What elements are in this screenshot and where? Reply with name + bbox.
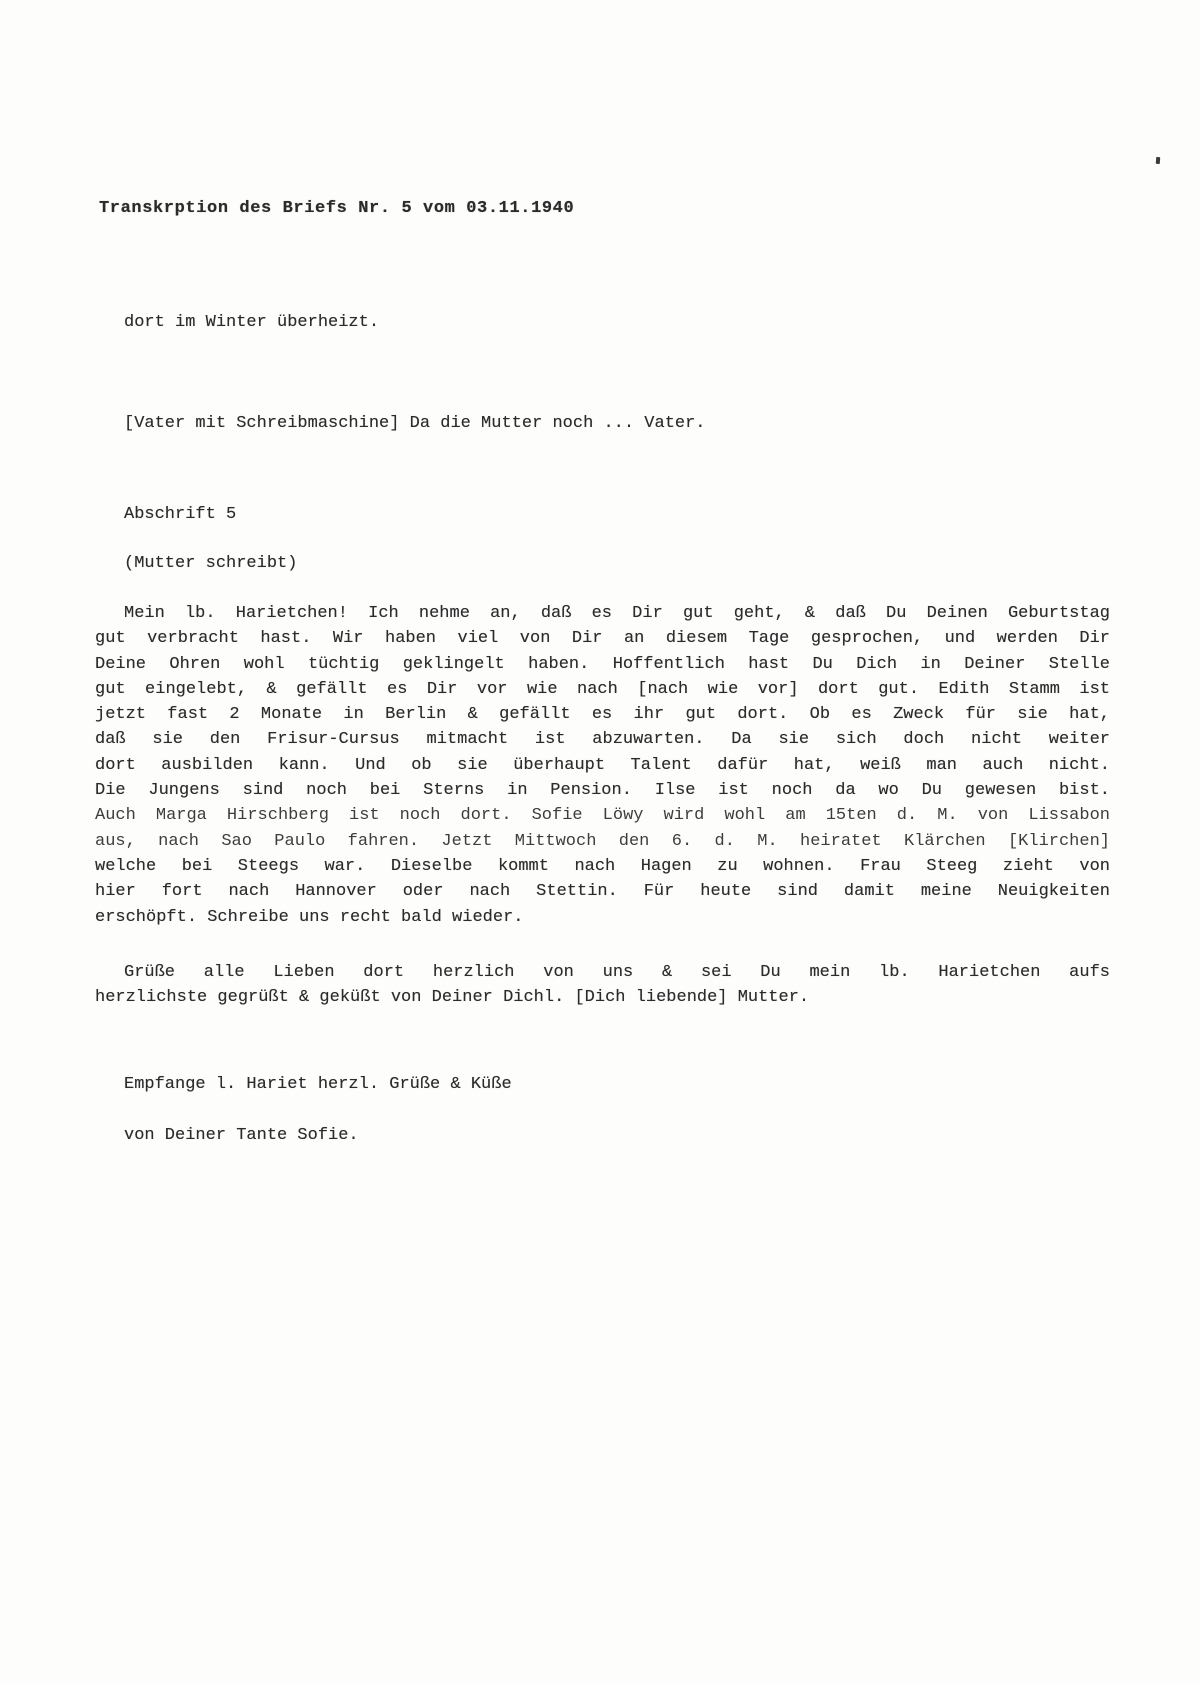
body-line: gut eingelebt, & gefällt es Dir vor wie nach [nach wie vor] dort gut. Edith Stamm ist [95,679,1110,699]
greeting-line: herzlichste gegrüßt & geküßt von Deiner Dichl. [Dich liebende] Mutter. [95,988,810,1008]
heading-abschrift: Abschrift 5 [124,505,237,524]
body-line: jetzt fast 2 Monate in Berlin & gefällt es ihr gut dort. Ob es Zweck für sie hat, [95,705,1110,725]
document-title: Transkrption des Briefs Nr. 5 vom 03.11.1940 [99,199,575,218]
body-line: Deine Ohren wohl tüchtig geklingelt haben. Hoffentlich hast Du Dich in Deiner Stelle [95,654,1110,674]
body-line: hier fort nach Hannover oder nach Stettin. Für heute sind damit meine Neuigkeiten [95,882,1110,902]
body-line: aus, nach Sao Paulo fahren. Jetzt Mittwoch den 6. d. M. heiratet Klärchen [Klirchen] [95,831,1110,851]
body-line: gut verbracht hast. Wir haben viel von Dir an diesem Tage gesprochen, und werden Dir [95,629,1110,649]
body-line: daß sie den Frisur-Cursus mitmacht ist abzuwarten. Da sie sich doch nicht weiter [95,730,1110,750]
body-line: welche bei Steegs war. Dieselbe kommt nach Hagen zu wohnen. Frau Steeg zieht von [95,856,1110,876]
fragment-line-winter: dort im Winter überheizt. [124,313,380,332]
greeting-line: Grüße alle Lieben dort herzlich von uns & sei Du mein lb. Harietchen aufs [124,963,1110,982]
body-line: dort ausbilden kann. Und ob sie überhaupt Talent dafür hat, weiß man auch nicht. [95,755,1110,775]
body-line: Auch Marga Hirschberg ist noch dort. Sofie Löwy wird wohl am 15ten d. M. von Lissabon [95,806,1110,826]
closing-line-tante-sofie: von Deiner Tante Sofie. [124,1126,359,1145]
letter-body-paragraph [95,601,1110,930]
scan-speck-artifact [1156,157,1160,164]
heading-mutter-schreibt: (Mutter schreibt) [124,554,298,573]
body-line: Mein lb. Harietchen! Ich nehme an, daß es Dir gut geht, & daß Du Deinen Geburtstag [124,604,1110,623]
fragment-line-vater: [Vater mit Schreibmaschine] Da die Mutter noch ... Vater. [124,414,706,433]
body-line: Die Jungens sind noch bei Sterns in Pension. Ilse ist noch da wo Du gewesen bist. [95,781,1110,801]
letter-greeting-paragraph [95,960,1110,1011]
closing-line-empfange: Empfange l. Hariet herzl. Grüße & Küße [124,1075,512,1094]
body-line: erschöpft. Schreibe uns recht bald wieder. [95,907,524,927]
